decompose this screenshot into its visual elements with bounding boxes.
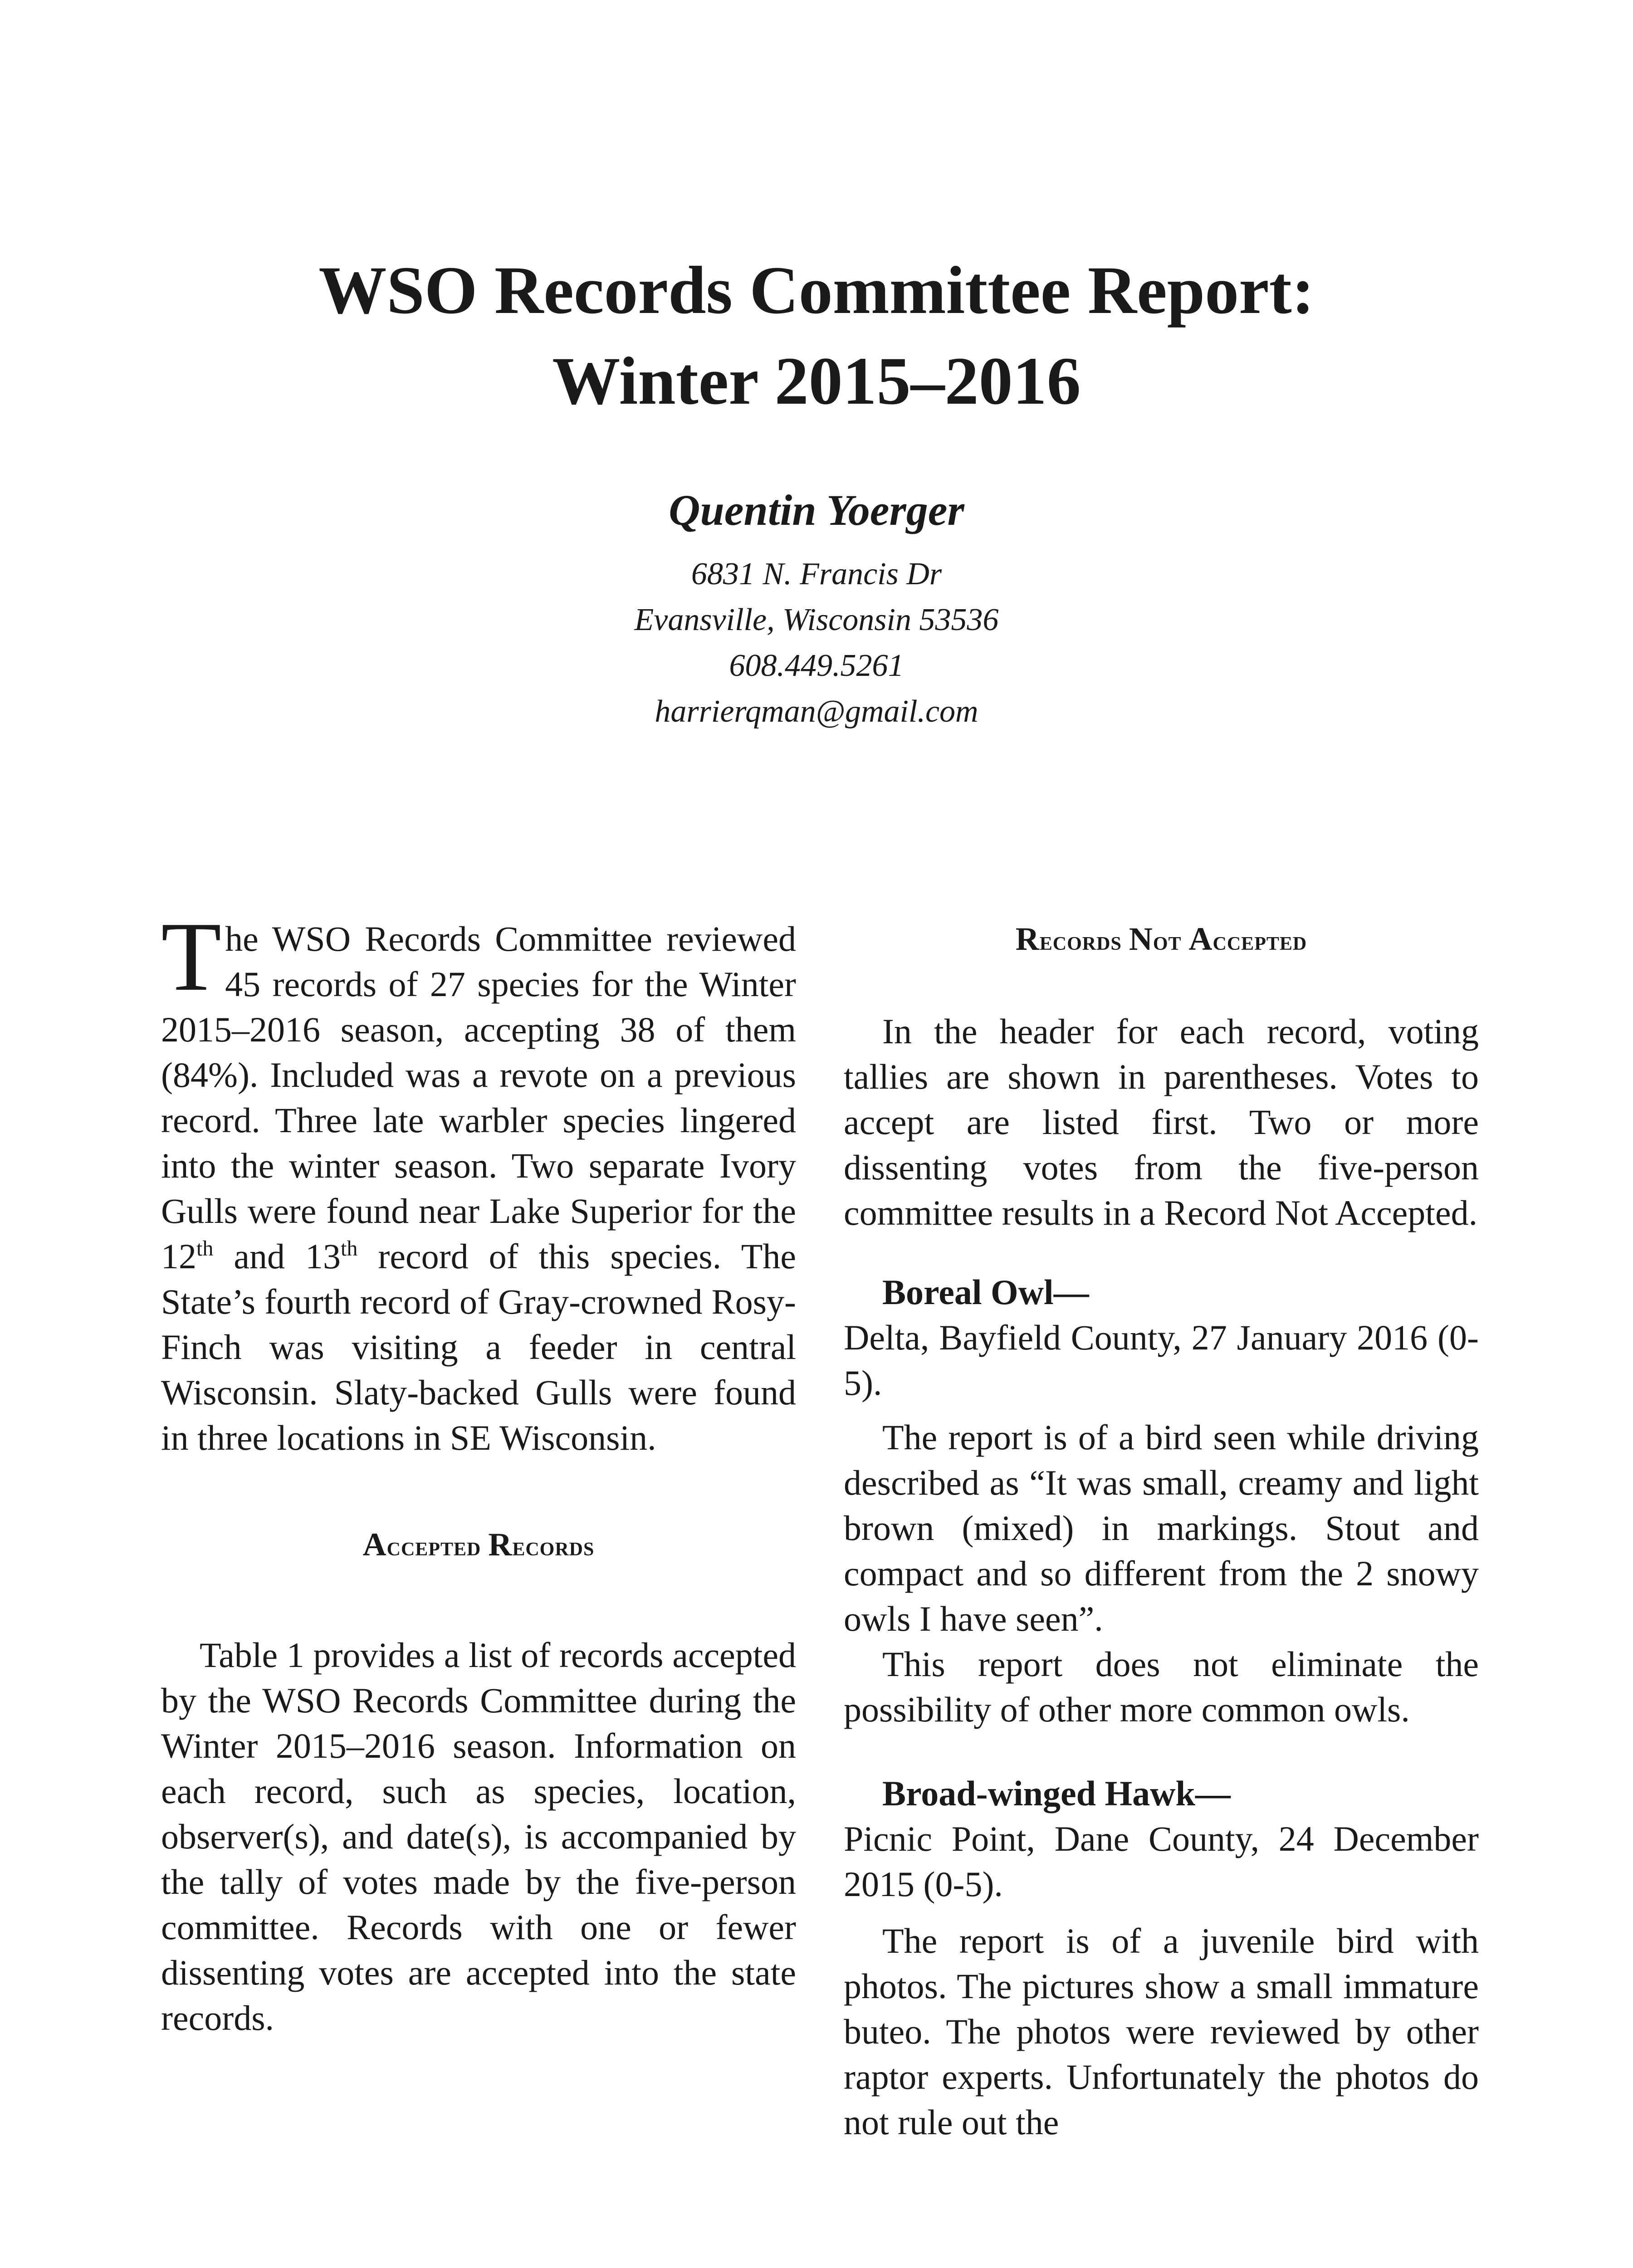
author-address [0, 551, 1633, 734]
species-name: Boreal Owl— [882, 1272, 1089, 1312]
not-accepted-heading: Records Not Accepted [1015, 921, 1307, 957]
intro-text-1: he WSO Records Committee reviewed 45 records of 27 species for the Winter 2015–2016 season, accepting 38 of them (84%). Included was a revote on a previous record. Three late warbler species lingered into the winter season. Two separate Ivory Gulls were found near Lake Superior for the 12 [161, 919, 796, 1276]
record-paragraph: The report is of a juvenile bird with photos. The pictures show a small immature buteo. The photos were reviewed by other raptor experts. Unfortunately the photos do not rule out the [844, 1921, 1479, 2142]
accepted-records-paragraph: Table 1 provides a list of records accepted by the WSO Records Committee during the Winter 2015–2016 season. Information on each record, such as species, location, observer(s), and date(s), is accompanied by the tally of votes made by the five-person committee. Records with one or fewer dissenting votes are accepted into the state records. [161, 1635, 796, 2038]
superscript-1: th [196, 1237, 214, 1261]
not-accepted-intro: In the header for each record, voting tallies are shown in parentheses. Votes to accept are listed first. Two or more dissenting votes from the five-person committee results in a Record Not Accepted. [844, 1012, 1479, 1232]
record-location: Delta, Bayfield County, 27 January 2016 (0-5). [844, 1318, 1479, 1403]
record-paragraph: The report is of a bird seen while driving described as “It was small, creamy and light brown (mixed) in markings. Stout and compact and so different from the 2 snowy owls I have seen”. [844, 1418, 1479, 1638]
record-location: Picnic Point, Dane County, 24 December 2015 (0-5). [844, 1819, 1479, 1904]
drop-cap: T [161, 902, 222, 1012]
left-column [161, 902, 796, 2041]
record-boreal-owl [844, 1270, 1479, 1732]
author-name: Quentin Yoerger [669, 486, 964, 534]
superscript-2: th [341, 1237, 358, 1261]
title-line-1: WSO Records Committee Report: [318, 253, 1315, 328]
address-street: 6831 N. Francis Dr [691, 557, 942, 591]
title-line-2: Winter 2015–2016 [552, 343, 1081, 419]
intro-text-3: record of this species. The State’s fourth record of Gray-crowned Rosy-Finch was visiting a feeder in central Wisconsin. Slaty-backed Gulls were found in three locations in SE Wisconsin. [161, 1237, 796, 1457]
species-name: Broad-winged Hawk— [882, 1774, 1231, 1813]
accepted-records-heading: Accepted Records [362, 1526, 595, 1563]
article-title [0, 245, 1633, 426]
record-paragraph: This report does not eliminate the possibility of other more common owls. [844, 1644, 1479, 1729]
right-column [844, 916, 1479, 2145]
intro-paragraph [161, 902, 796, 1461]
record-broad-winged-hawk [844, 1771, 1479, 2145]
address-phone: 608.449.5261 [729, 648, 904, 683]
address-email: harrierqman@gmail.com [655, 694, 978, 729]
address-city: Evansville, Wisconsin 53536 [634, 602, 999, 637]
intro-text-2: and 13 [213, 1237, 341, 1276]
